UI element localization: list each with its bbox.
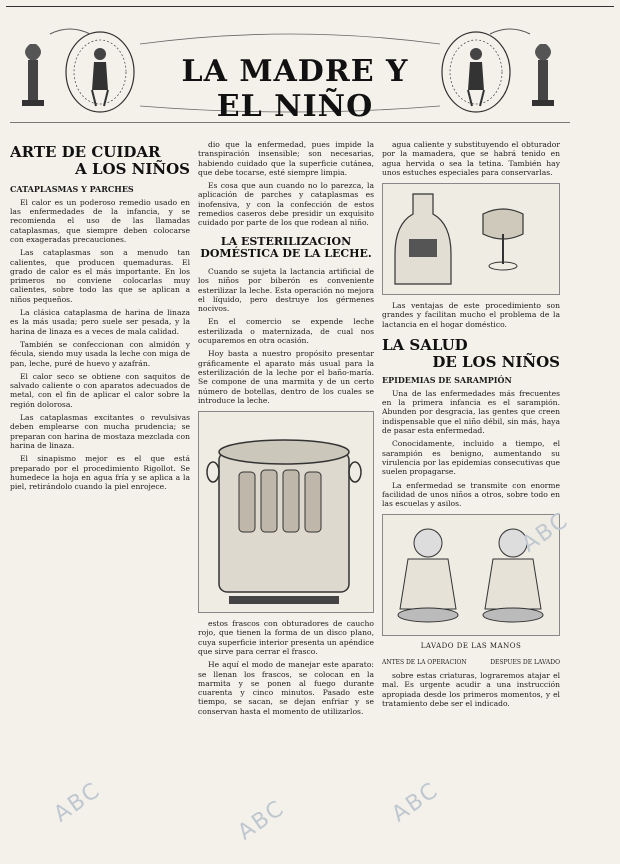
paragraph: El calor es un poderoso remedio usado en las enfermedades de la infancia, y se recomienda el uso de las llamadas cataplasmas, que siempre deben colocarse con exageradas precauciones.: [10, 197, 190, 244]
figure-caption: LAVADO DE LAS MANOS: [420, 642, 522, 651]
paragraph: El sinapismo mejor es el que está preparado por el procedimiento Rigollot. Se humedece la hoja en agua fría y se aplica a la piel, retirándolo cuando la piel enrojece.: [10, 454, 190, 492]
masthead-ornament: [10, 14, 570, 123]
paragraph: Las cataplasmas excitantes o revulsivas deben emplearse con mucha prudencia; se preparan con harina de mostaza mezclada con harina de linaza.: [10, 413, 190, 450]
right-cherub-icon: [442, 32, 510, 112]
article-title-line-1: ARTE DE CUIDAR: [10, 143, 161, 161]
paragraph: estos frascos con obturadores de caucho rojo, que tienen la forma de un disco plano, cuya superficie interior presenta un apéndice que sirve para cerrar el frasco.: [198, 619, 374, 656]
paragraph: dio que la enfermedad, pues impide la transpiración insensible; son necesarias, habiendo cuidado que la superficie cutánea, que debe tocarse, esté siempre limpia.: [198, 140, 374, 177]
left-urn-icon: [22, 44, 44, 106]
paragraph: Es cosa que aun cuando no lo parezca, la aplicación de parches y cataplasmas es inofensiva, y con la confección de estos remedios caseros debe presidir un exquisito cuidado por parte de los que rodean al niño.: [198, 181, 374, 228]
watermark: ABC: [387, 777, 444, 828]
column-esterilizacion: [198, 140, 374, 856]
masthead-title: LA MADRE Y EL NIÑO: [181, 54, 409, 124]
paragraph: La enfermedad se transmite con enorme facilidad de unos niños a otros, sobre todo en las escuelas y asilos.: [382, 480, 560, 509]
bottle-and-stopper-icon: [383, 184, 559, 294]
watermark: ABC: [517, 507, 574, 558]
section-subhead: CATAPLASMAS Y PARCHES: [10, 183, 134, 194]
caption-left: ANTES DE LA OPERACION: [382, 658, 467, 666]
article-title-line-2: DE LOS NIÑOS: [432, 353, 560, 372]
paragraph: El calor seco se obtiene con saquitos de salvado caliente o con aparatos adecuados de metal, con el fin de aplicar el calor sobre la región dolorosa.: [10, 371, 190, 409]
right-urn-icon: [532, 44, 554, 106]
watermark: ABC: [49, 777, 106, 828]
paragraph: agua caliente y substituyendo el obturador por la mamadera, que se habrá tenido en agua hervida o sea la tetina. También hay unos estuches especiales para conservarlas.: [382, 140, 560, 177]
paragraph: He aquí el modo de manejar este aparato: se llenan los frascos, se colocan en la marmita y se ponen al fuego durante cuarenta y cinco minutos. Pasado este tiempo, se sacan, se dejan enfriar y se conservan hasta el momento de utilizarlos.: [198, 660, 374, 716]
bottle-illustration: [382, 183, 560, 295]
watermark: ABC: [233, 795, 290, 846]
paragraph: Las ventajas de este procedimiento son grandes y facilitan mucho el problema de la lactancia en el hogar doméstico.: [382, 301, 560, 329]
top-rule: [6, 6, 614, 7]
section-subhead: EPIDEMIAS DE SARAMPIÓN: [382, 374, 512, 385]
article-title-line-2: A LOS NIÑOS: [75, 160, 190, 179]
article-title: LA ESTERILIZACION DOMÉSTICA DE LA LECHE.: [200, 234, 372, 261]
figure-subcaptions: [382, 658, 560, 667]
paragraph: Cuando se sujeta la lactancia artificial de los niños por biberón es conveniente esterilizar la leche. Esta operación no mejora el líquido, pero destruye los gérmenes nocivos.: [198, 266, 374, 314]
paragraph: La clásica cataplasma de harina de linaza es la más usada; pero suele ser pesada, y la harina de linaza es a veces de mala calidad.: [10, 308, 190, 336]
paragraph: Una de las enfermedades más frecuentes en la primera infancia es el sarampión. Abunden por desgracia, las gentes que creen indispensable que el niño débil, sin más, haya de pasar esta enfermedad.: [382, 388, 560, 436]
left-cherub-icon: [66, 32, 134, 112]
article-title-line-1: LA SALUD: [382, 336, 468, 355]
paragraph: También se confeccionan con almidón y fécula, siendo muy usada la leche con miga de pan, leche, puré de huevo y azafrán.: [10, 339, 190, 368]
caption-right: DESPUES DE LAVADO: [490, 658, 560, 666]
paragraph: Conocidamente, incluido a tiempo, el sarampión es benigno, aumentando su virulencia por las epidemias consecutivas que suelen propagarse.: [382, 439, 560, 477]
paragraph: Las cataplasmas son a menudo tan calientes, que producen quemaduras. El grado de calor es el más importante. En los primeros no conviene colocarlas muy calientes, sobre todo las que se aplican a niños pequeños.: [10, 248, 190, 304]
paragraph: En el comercio se expende leche esterilizada o maternizada, de cual nos ocuparemos en otra ocasión.: [198, 317, 374, 346]
paragraph: Hoy basta a nuestro propósito presentar gráficamente el aparato más usual para la esterilización de la leche por el baño-maría. Se compone de una marmita y de un certo número de botellas, dentro de los cuales se introduce la leche.: [198, 349, 374, 405]
sterilizer-pot-icon: [199, 412, 373, 612]
column-salud-ninos: [382, 140, 560, 856]
column-arte-de-cuidar: [10, 140, 190, 856]
sterilizer-illustration: [198, 411, 374, 613]
paragraph: sobre estas criaturas, lograremos atajar el mal. Es urgente acudir a una instrucción apropiada desde los primeros momentos, y el tratamiento debe ser el indicado.: [382, 671, 560, 708]
